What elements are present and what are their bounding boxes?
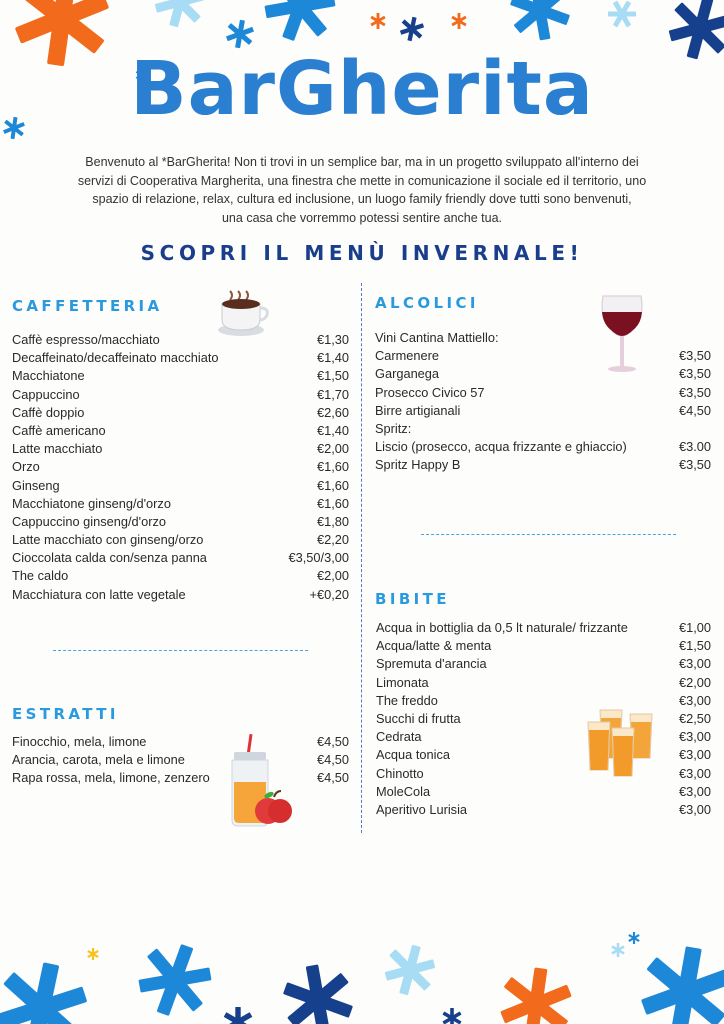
item-price: €3,00 [678, 765, 711, 781]
list-item [12, 386, 349, 404]
column-divider [361, 283, 362, 833]
item-name: Spremuta d'arancia [376, 656, 487, 672]
list-item [376, 655, 711, 673]
item-price: €3.00 [678, 439, 711, 455]
star-orange-small-2 [451, 13, 466, 29]
item-name: Carmenere [375, 348, 440, 364]
intro-text [48, 153, 676, 227]
list-item [12, 733, 349, 751]
star-light-bottom [380, 940, 439, 1001]
item-price: €1,50 [678, 638, 711, 654]
item-name: Spritz Happy B [375, 457, 461, 473]
item-price: €2,00 [678, 674, 711, 690]
item-price: €1,60 [316, 459, 349, 475]
list-item [376, 619, 711, 637]
item-price: €4,50 [316, 770, 349, 786]
list-item [12, 495, 349, 513]
item-price: +€0,20 [309, 586, 349, 602]
item-name: Succhi di frutta [376, 710, 461, 726]
section-title-bibite: BIBITE [375, 590, 450, 608]
item-name: Finocchio, mela, limone [12, 734, 147, 749]
item-name: Liscio (prosecco, acqua frizzante e ghiaccio) [375, 439, 627, 455]
item-name: Macchiatura con latte vegetale [12, 586, 186, 602]
item-name: The freddo [376, 692, 438, 708]
item-name: The caldo [12, 568, 69, 584]
item-name: Vini Cantina Mattiello: [375, 330, 499, 345]
list-item [375, 365, 711, 383]
page-title: BarGherita [130, 46, 594, 132]
decorative-stars-bottom [0, 914, 724, 1024]
item-name: Chinotto [376, 765, 424, 781]
star-navy-bottom-large [279, 960, 357, 1024]
list-item [375, 384, 711, 402]
list-item [12, 531, 349, 549]
list-item [12, 458, 349, 476]
star-blue-top [257, 0, 344, 50]
item-price: €2,60 [316, 404, 349, 420]
item-price: €3,50/3,00 [288, 550, 349, 566]
item-name: Arancia, carota, mela e limone [12, 752, 185, 768]
item-price: €3,50 [678, 384, 711, 400]
star-light-bottom-right [611, 943, 624, 957]
item-name: Birre artigianali [375, 402, 461, 418]
item-price: €1,40 [316, 350, 349, 366]
item-name: MoleCola [376, 783, 431, 799]
list-item [12, 549, 349, 567]
list-item [12, 586, 349, 604]
item-price: €1,40 [316, 422, 349, 438]
star-blue-right [507, 0, 574, 45]
estratti-list [12, 733, 349, 788]
section-divider-right [421, 534, 676, 535]
item-name: Caffè americano [12, 422, 106, 438]
caffetteria-list [12, 331, 349, 604]
list-item [375, 329, 711, 347]
list-item [376, 765, 711, 783]
star-light-top [150, 0, 209, 32]
list-item [12, 367, 349, 385]
item-price: €1,30 [316, 332, 349, 347]
item-name: Limonata [376, 674, 429, 690]
item-price: €2,20 [316, 532, 349, 548]
section-title-estratti: ESTRATTI [12, 705, 119, 723]
list-item [376, 746, 711, 764]
item-price: €3,00 [678, 801, 711, 817]
item-name: Rapa rossa, mela, limone, zenzero [12, 770, 210, 786]
item-name: Acqua in bottiglia da 0,5 lt naturale/ frizzante [376, 620, 628, 635]
item-name: Acqua/latte & menta [376, 638, 492, 654]
item-name: Macchiatone ginseng/d'orzo [12, 495, 171, 511]
item-price: €1,70 [316, 386, 349, 402]
star-navy-bottom-small [442, 1008, 461, 1024]
juice-jar-apple-icon [228, 734, 294, 834]
intro-line: spazio di relazione, relax, cultura ed inclusione, un luogo family friendly dove tutti sono benvenuti, [92, 192, 632, 207]
list-item [12, 404, 349, 422]
list-item [12, 422, 349, 440]
intro-line: una casa che vorremmo potessi sentire anche tua. [221, 210, 502, 225]
list-item [12, 513, 349, 531]
item-price: €2,00 [316, 568, 349, 584]
item-name: Spritz: [375, 420, 412, 436]
item-name: Cioccolata calda con/senza panna [12, 550, 207, 566]
item-name: Macchiatone [12, 368, 85, 384]
list-item [376, 692, 711, 710]
item-name: Latte macchiato con ginseng/orzo [12, 532, 204, 548]
star-yellow-bottom [87, 948, 98, 960]
list-item [375, 456, 711, 474]
star-orange-bottom [497, 964, 575, 1024]
item-name: Prosecco Civico 57 [375, 384, 485, 400]
item-price: €3,50 [678, 348, 711, 364]
alcolici-list [375, 329, 711, 475]
item-price: €3,00 [678, 729, 711, 745]
list-item [375, 438, 711, 456]
item-name: Aperitivo Lurisia [376, 801, 468, 817]
item-price: €1,60 [316, 495, 349, 511]
item-name: Acqua tonica [376, 747, 450, 763]
list-item [376, 783, 711, 801]
item-price: €2,50 [678, 710, 711, 726]
list-item [375, 420, 711, 438]
star-navy-bottom [224, 1007, 253, 1024]
list-item [12, 331, 349, 349]
section-divider-left [53, 650, 308, 651]
list-item [376, 710, 711, 728]
item-price: €4,50 [316, 734, 349, 749]
item-name: Cedrata [376, 729, 422, 745]
star-light-right [603, 0, 640, 33]
list-item [12, 567, 349, 585]
item-name: Garganega [375, 366, 440, 382]
item-price: €3,00 [678, 692, 711, 708]
item-price: €3,00 [678, 783, 711, 799]
list-item [12, 477, 349, 495]
list-item [12, 349, 349, 367]
star-blue-bottom-right [636, 940, 724, 1024]
list-item [375, 347, 711, 365]
star-orange-small-1 [370, 13, 385, 29]
menu-subtitle: SCOPRI IL MENÙ INVERNALE! [140, 241, 584, 265]
star-navy-small [398, 15, 425, 43]
item-name: Cappuccino ginseng/d'orzo [12, 513, 166, 529]
item-price: €3,00 [678, 747, 711, 763]
list-item [12, 751, 349, 769]
list-item [12, 769, 349, 787]
item-price: €4,50 [678, 402, 711, 418]
item-price: €3,00 [678, 656, 711, 672]
list-item [376, 728, 711, 746]
item-price: €3,50 [678, 457, 711, 473]
section-title-alcolici: ALCOLICI [375, 294, 479, 312]
list-item [12, 440, 349, 458]
list-item [376, 801, 711, 819]
item-name: Orzo [12, 459, 40, 475]
list-item [375, 402, 711, 420]
item-price: €2,00 [316, 441, 349, 457]
bibite-list [376, 619, 711, 819]
item-price: €1,00 [678, 620, 711, 635]
item-price: €1,80 [316, 513, 349, 529]
item-price: €4,50 [316, 752, 349, 768]
orange-juice-glasses-icon [586, 708, 660, 778]
intro-line: Benvenuto al *BarGherita! Non ti trovi in un semplice bar, ma in un progetto sviluppato all'interno dei [85, 155, 639, 169]
star-blue-bottom-left [0, 955, 93, 1024]
star-blue-bottom-tiny [628, 932, 639, 944]
section-title-caffetteria: CAFFETTERIA [12, 297, 163, 315]
list-item [376, 674, 711, 692]
item-name: Latte macchiato [12, 441, 103, 457]
item-name: Caffè doppio [12, 404, 85, 420]
item-name: Ginseng [12, 477, 60, 493]
item-price: €1,50 [316, 368, 349, 384]
intro-line: servizi di Cooperativa Margherita, una finestra che mette in comunicazione il sociale ed il territorio, uno [77, 173, 647, 188]
star-blue-bottom-2 [130, 934, 219, 1024]
item-name: Caffè espresso/macchiato [12, 332, 160, 347]
list-item [376, 637, 711, 655]
item-price: €3,50 [678, 366, 711, 382]
item-name: Decaffeinato/decaffeinato macchiato [12, 350, 219, 366]
item-price: €1,60 [316, 477, 349, 493]
item-name: Cappuccino [12, 386, 80, 402]
